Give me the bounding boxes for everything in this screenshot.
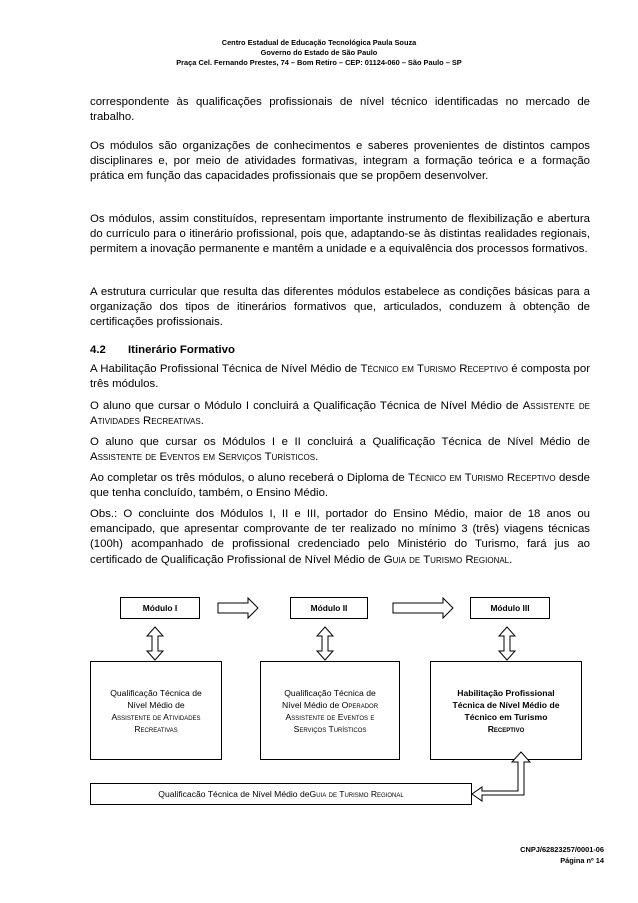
section-title: Itinerário Formativo [128, 344, 235, 356]
arrow-right-icon [218, 598, 258, 618]
qualification-2-box: Qualificação Técnica de Nível Médio de Operador Assistente de Eventos e Serviços Turísticos [260, 661, 400, 760]
paragraph-1: correspondente às qualificações profissionais de nível técnico identificadas no mercado de trabalho. [90, 96, 590, 124]
footer-cnpj: CNPJ/62823257/0001-06 [520, 845, 604, 854]
qualification-1-box: Qualificação Técnica de Nível Médio de Assistente de Atividades Recreativas [90, 661, 222, 760]
double-arrow-icon [147, 627, 163, 660]
page-footer [520, 844, 604, 866]
module-3-box: Módulo III [470, 597, 550, 619]
paragraph-7: O aluno que cursar os Módulos I e II concluirá a Qualificação Técnica de Nível Médio de Assistente de Eventos em Serviços Turísticos. [90, 436, 590, 464]
guide-qualification-box: Qualificacão Técnica de Nível Médio de Guia de Turismo Regional [90, 783, 472, 805]
header-government: Governo do Estado de São Paulo [260, 48, 378, 57]
double-arrow-icon [499, 627, 515, 660]
paragraph-4: A estrutura curricular que resulta das diferentes módulos estabelece as condições básicas para a organização dos tipos de itinerários formativos que, articulados, conduzem à obtenção de certificações profissionais. [90, 286, 590, 329]
section-number: 4.2 [90, 344, 106, 356]
paragraph-2: Os módulos são organizações de conhecimentos e saberes provenientes de distintos campos disciplinares e, por meio de atividades formativas, integram a formação teórica e a formação prática em função das capacidades profissionais que se propõem desenvolver. [90, 140, 590, 183]
qualification-3-box: Habilitação Profissional Técnica de Nível Médio de Técnico em Turismo Receptivo [430, 661, 582, 760]
module-2-box: Módulo II [290, 597, 368, 619]
bent-arrow-icon [472, 752, 530, 801]
arrow-right-icon [393, 598, 453, 618]
paragraph-5: A Habilitação Profissional Técnica de Nível Médio de Técnico em Turismo Receptivo é composta por três módulos. [90, 363, 590, 391]
footer-page-number: Página nº 14 [560, 856, 604, 865]
paragraph-3: Os módulos, assim constituídos, representam importante instrumento de flexibilização e abertura do currículo para o itinerário profissional, pois que, adaptando-se às distintas realidades regionais, permitem a inovação permanente e mantêm a unidade e a equivalência dos processos formativos. [90, 213, 590, 256]
paragraph-6: O aluno que cursar o Módulo I concluirá a Qualificação Técnica de Nível Médio de Assistente de Atividades Recreativas. [90, 400, 590, 428]
double-arrow-icon [317, 627, 333, 660]
header-address: Praça Cel. Fernando Prestes, 74 – Bom Retiro – CEP: 01124-060 – São Paulo – SP [176, 58, 462, 67]
paragraph-9: Obs.: O concluinte dos Módulos I, II e III, portador do Ensino Médio, maior de 18 anos ou emancipado, que apresentar comprovante de ter realizado no mínimo 3 (três) viagens técnicas (100h) acompanhado de profissional credenciado pelo Ministério do Turismo, fará jus ao certificado de Qualificação Profissional de Nível Médio de Guia de Turismo Regional. [90, 508, 590, 566]
paragraph-8: Ao completar os três módulos, o aluno receberá o Diploma de Técnico em Turismo Receptivo desde que tenha concluído, também, o Ensino Médio. [90, 472, 590, 500]
header-institution: Centro Estadual de Educação Tecnológica Paula Souza [221, 38, 417, 47]
module-1-box: Módulo I [120, 597, 200, 619]
